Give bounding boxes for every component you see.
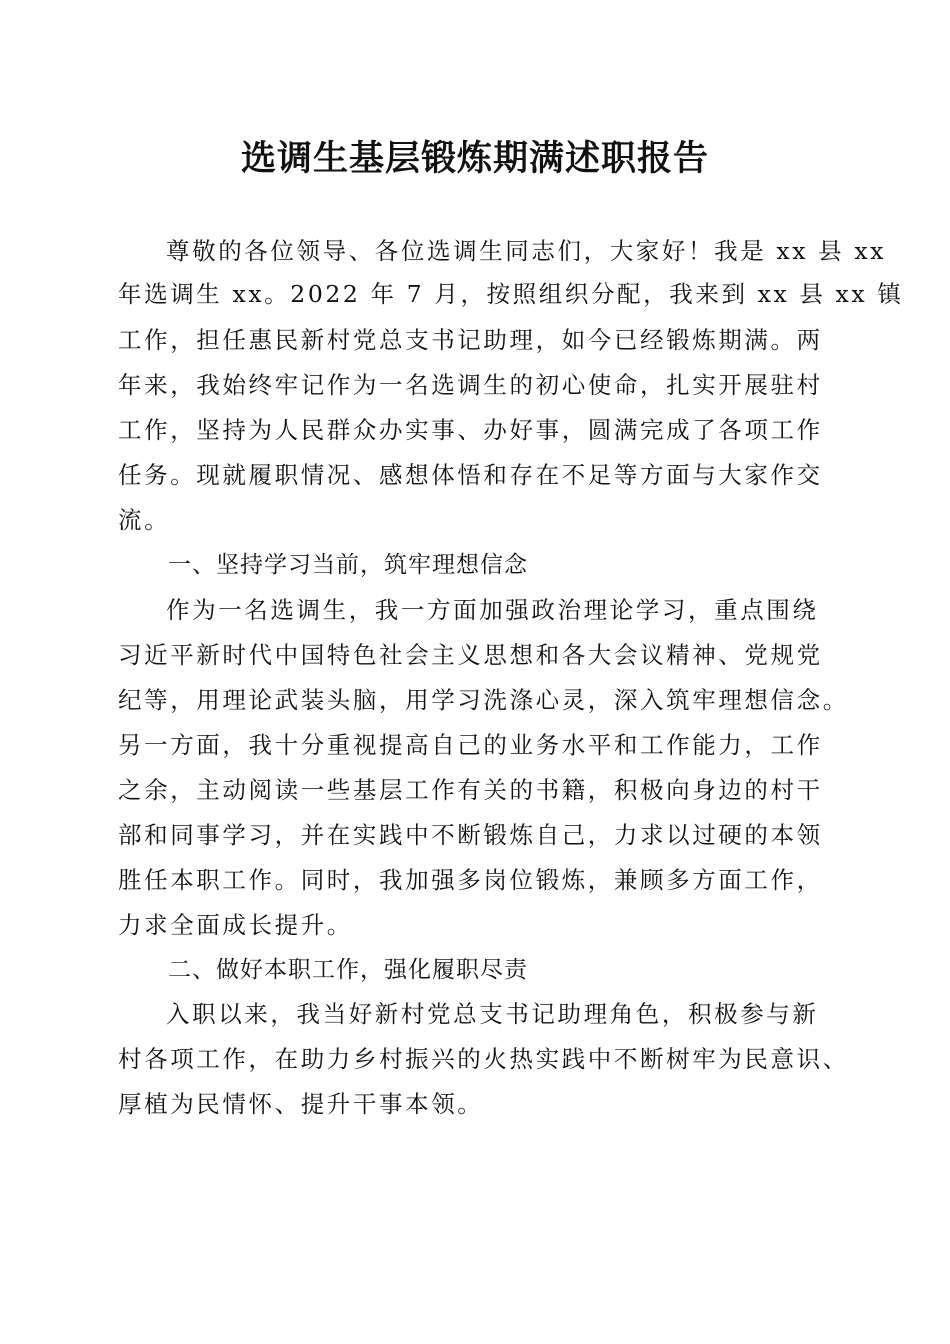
section1-line: 之余，主动阅读一些基层工作有关的书籍，积极向身边的村干: [118, 776, 823, 804]
section-heading-1: 一、坚持学习当前，筑牢理想信念: [168, 552, 528, 578]
section1-line: 部和同事学习，并在实践中不断锻炼自己，力求以过硬的本领: [118, 821, 823, 849]
intro-line: 任务。现就履职情况、感想体悟和存在不足等方面与大家作交: [118, 461, 823, 489]
document-title: 选调生基层锻炼期满述职报告: [240, 138, 709, 179]
intro-line: 年来，我始终牢记作为一名选调生的初心使命，扎实开展驻村: [118, 371, 823, 399]
section1-line: 胜任本职工作。同时，我加强多岗位锻炼，兼顾多方面工作，: [118, 866, 823, 894]
intro-line: 年选调生 xx。2022 年 7 月，按照组织分配，我来到 xx 县 xx 镇: [118, 280, 904, 308]
section1-line: 另一方面，我十分重视提高自己的业务水平和工作能力，工作: [118, 731, 823, 759]
intro-line: 工作，坚持为人民群众办实事、办好事，圆满完成了各项工作: [118, 416, 823, 444]
section-heading-2: 二、做好本职工作，强化履职尽责: [168, 957, 528, 983]
section1-line: 作为一名选调生，我一方面加强政治理论学习，重点围绕: [166, 596, 819, 624]
section1-line: 习近平新时代中国特色社会主义思想和各大会议精神、党规党: [118, 641, 823, 669]
section1-line: 纪等，用理论武装头脑，用学习洗涤心灵，深入筑牢理想信念。: [118, 686, 849, 714]
section2-line: 村各项工作，在助力乡村振兴的火热实践中不断树牢为民意识、: [118, 1045, 849, 1073]
section1-line: 力求全面成长提升。: [118, 911, 353, 939]
section2-line: 入职以来，我当好新村党总支书记助理角色，积极参与新: [166, 1000, 819, 1028]
section2-line: 厚植为民情怀、提升干事本领。: [118, 1090, 484, 1118]
intro-line: 尊敬的各位领导、各位选调生同志们，大家好！我是 xx 县 xx: [166, 237, 887, 265]
intro-line: 工作，担任惠民新村党总支书记助理，如今已经锻炼期满。两: [118, 326, 823, 354]
intro-line: 流。: [118, 506, 171, 534]
